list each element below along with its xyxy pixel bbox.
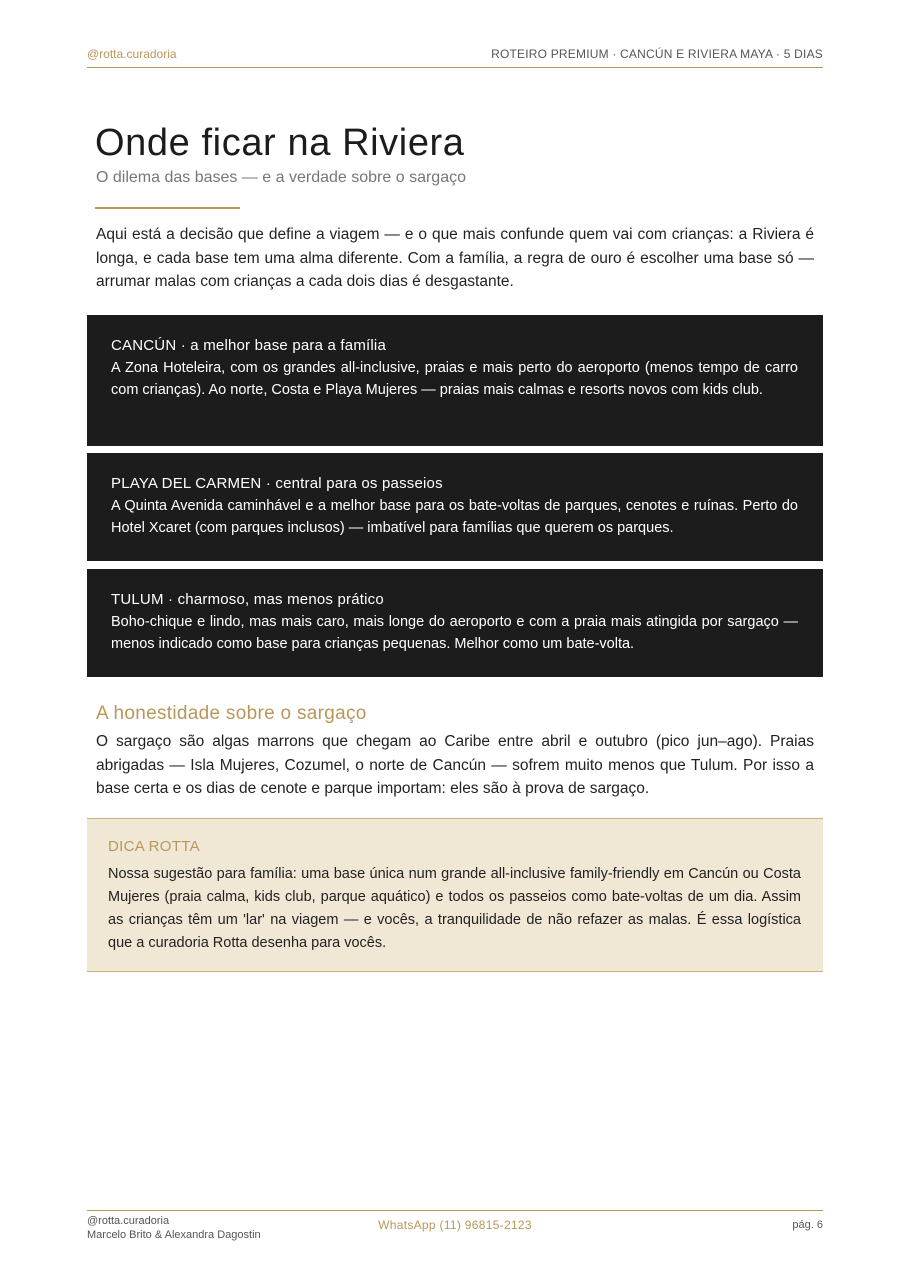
footer-page-number: pág. 6	[792, 1219, 823, 1231]
header-brand: @rotta.curadoria	[87, 47, 177, 61]
base-card-cancun	[87, 315, 823, 446]
sargaco-section-body: O sargaço são algas marrons que chegam ao Caribe entre abril e outubro (pico jun–ago). Praias abrigadas — Isla Mujeres, Cozumel, o norte de Cancún — sofrem muito menos que Tulum. Por isso a base certa e os dias de cenote e parque importam: eles são à prova de sargaço.	[96, 733, 814, 797]
base-card-heading: CANCÚN · a melhor base para a família	[111, 337, 386, 354]
page-header	[87, 44, 823, 68]
tip-heading: DICA ROTTA	[108, 838, 200, 855]
title-divider	[95, 207, 240, 209]
tip-callout	[87, 818, 823, 972]
base-card-heading: PLAYA DEL CARMEN · central para os passeios	[111, 475, 443, 492]
base-card-tulum	[87, 569, 823, 677]
base-card-body: A Quinta Avenida caminhável e a melhor base para os bate-voltas de parques, cenotes e ruínas. Perto do Hotel Xcaret (com parques inclusos) — imbatível para famílias que querem os parques.	[111, 498, 798, 536]
tip-body: Nossa sugestão para família: uma base única num grande all-inclusive family-friendly em Cancún ou Costa Mujeres (praia calma, kids club, parque aquático) e todos os passeios como bate-voltas de um dia. Assim as crianças têm um 'lar' na viagem — e vocês, a tranquilidade de não refazer as malas. É essa logística que a curadoria Rotta desenha para vocês.	[108, 866, 801, 951]
footer-authors: Marcelo Brito & Alexandra Dagostin	[87, 1229, 261, 1241]
page-footer	[87, 1210, 823, 1251]
footer-handle: @rotta.curadoria	[87, 1215, 170, 1227]
footer-contact: WhatsApp (11) 96815-2123	[378, 1218, 532, 1232]
header-document-title: ROTEIRO PREMIUM · CANCÚN E RIVIERA MAYA · 5 DIAS	[491, 47, 823, 61]
page-subtitle: O dilema das bases — e a verdade sobre o sargaço	[96, 169, 466, 186]
base-card-heading: TULUM · charmoso, mas menos prático	[111, 591, 384, 608]
sargaco-section-title: A honestidade sobre o sargaço	[96, 703, 367, 724]
base-card-body: Boho-chique e lindo, mas mais caro, mais longe do aeroporto e com a praia mais atingida por sargaço — menos indicado como base para crianças pequenas. Melhor como um bate-volta.	[111, 614, 798, 652]
base-card-playa-del-carmen	[87, 453, 823, 561]
page-title: Onde ficar na Riviera	[95, 122, 465, 164]
intro-paragraph: Aqui está a decisão que define a viagem — e o que mais confunde quem vai com crianças: a Riviera é longa, e cada base tem uma alma diferente. Com a família, a regra de ouro é escolher uma base só — arrumar malas com crianças a cada dois dias é desgastante.	[96, 226, 814, 290]
base-card-body: A Zona Hoteleira, com os grandes all-inclusive, praias e mais perto do aeroporto (menos tempo de carro com crianças). Ao norte, Costa e Playa Mujeres — praias mais calmas e resorts novos com kids club.	[111, 360, 798, 398]
